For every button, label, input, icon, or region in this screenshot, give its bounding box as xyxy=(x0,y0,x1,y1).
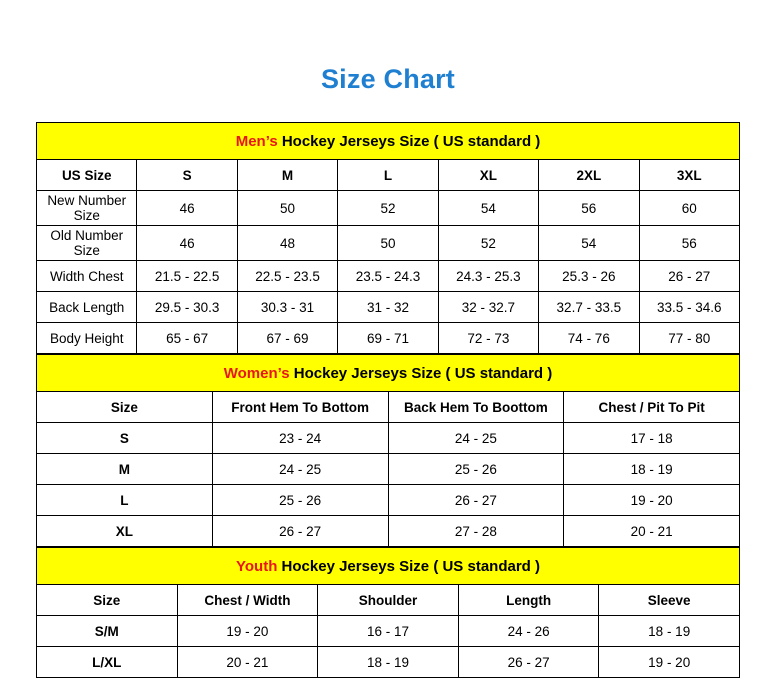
womens-header-row xyxy=(37,392,740,423)
womens-header-cell: Chest / Pit To Pit xyxy=(564,392,740,423)
table-cell: 32 - 32.7 xyxy=(438,292,538,323)
table-cell: 24.3 - 25.3 xyxy=(438,261,538,292)
mens-banner-highlight: Men’s xyxy=(235,132,278,150)
youth-banner-cell xyxy=(37,548,740,585)
table-cell: 23 - 24 xyxy=(212,423,388,454)
youth-banner-row xyxy=(37,548,740,585)
table-cell: 19 - 20 xyxy=(564,485,740,516)
row-label: XL xyxy=(37,516,213,547)
mens-size-table xyxy=(36,122,740,354)
youth-size-table xyxy=(36,547,740,678)
womens-size-table xyxy=(36,354,740,547)
table-cell: 25 - 26 xyxy=(212,485,388,516)
row-label: Back Length xyxy=(37,292,137,323)
table-row xyxy=(37,454,740,485)
table-cell: 29.5 - 30.3 xyxy=(137,292,237,323)
youth-header-cell: Length xyxy=(458,585,599,616)
table-cell: 24 - 26 xyxy=(458,616,599,647)
table-cell: 22.5 - 23.5 xyxy=(237,261,337,292)
row-label: Old Number Size xyxy=(37,226,137,261)
table-row xyxy=(37,226,740,261)
size-tables-container xyxy=(36,122,740,678)
mens-header-row xyxy=(37,160,740,191)
table-row xyxy=(37,292,740,323)
youth-banner-rest: Hockey Jerseys Size ( US standard ) xyxy=(277,557,540,575)
table-cell: 30.3 - 31 xyxy=(237,292,337,323)
table-row xyxy=(37,516,740,547)
table-cell: 31 - 32 xyxy=(338,292,438,323)
table-cell: 74 - 76 xyxy=(539,323,639,354)
table-cell: 33.5 - 34.6 xyxy=(639,292,739,323)
table-cell: 46 xyxy=(137,191,237,226)
table-row xyxy=(37,616,740,647)
youth-header-row xyxy=(37,585,740,616)
table-cell: 18 - 19 xyxy=(564,454,740,485)
table-row xyxy=(37,647,740,678)
row-label: L/XL xyxy=(37,647,178,678)
row-label: New Number Size xyxy=(37,191,137,226)
table-cell: 60 xyxy=(639,191,739,226)
youth-banner-highlight: Youth xyxy=(236,557,278,575)
page-title: Size Chart xyxy=(320,64,456,94)
table-cell: 52 xyxy=(338,191,438,226)
table-cell: 23.5 - 24.3 xyxy=(338,261,438,292)
womens-header-cell: Size xyxy=(37,392,213,423)
womens-banner-cell xyxy=(37,355,740,392)
row-label: L xyxy=(37,485,213,516)
womens-header-cell: Back Hem To Boottom xyxy=(388,392,564,423)
mens-banner-rest: Hockey Jerseys Size ( US standard ) xyxy=(277,132,541,150)
mens-header-cell: L xyxy=(338,160,438,191)
table-row xyxy=(37,485,740,516)
row-label: S/M xyxy=(37,616,178,647)
table-cell: 46 xyxy=(137,226,237,261)
table-cell: 50 xyxy=(338,226,438,261)
youth-header-cell: Chest / Width xyxy=(177,585,318,616)
table-row xyxy=(37,261,740,292)
table-cell: 54 xyxy=(539,226,639,261)
table-cell: 16 - 17 xyxy=(318,616,459,647)
mens-header-cell: S xyxy=(137,160,237,191)
mens-header-cell: US Size xyxy=(37,160,137,191)
table-cell: 56 xyxy=(539,191,639,226)
table-cell: 54 xyxy=(438,191,538,226)
table-cell: 20 - 21 xyxy=(177,647,318,678)
womens-header-cell: Front Hem To Bottom xyxy=(212,392,388,423)
womens-banner-row xyxy=(37,355,740,392)
table-cell: 69 - 71 xyxy=(338,323,438,354)
womens-banner-highlight: Women’s xyxy=(223,364,290,382)
table-cell: 72 - 73 xyxy=(438,323,538,354)
mens-header-cell: 3XL xyxy=(639,160,739,191)
mens-header-cell: M xyxy=(237,160,337,191)
table-row xyxy=(37,323,740,354)
table-cell: 52 xyxy=(438,226,538,261)
table-cell: 25.3 - 26 xyxy=(539,261,639,292)
row-label: Width Chest xyxy=(37,261,137,292)
table-cell: 18 - 19 xyxy=(599,616,740,647)
youth-header-cell: Size xyxy=(37,585,178,616)
table-cell: 19 - 20 xyxy=(599,647,740,678)
table-cell: 26 - 27 xyxy=(458,647,599,678)
mens-header-cell: XL xyxy=(438,160,538,191)
row-label: M xyxy=(37,454,213,485)
table-cell: 32.7 - 33.5 xyxy=(539,292,639,323)
table-row xyxy=(37,191,740,226)
row-label: Body Height xyxy=(37,323,137,354)
table-cell: 25 - 26 xyxy=(388,454,564,485)
youth-header-cell: Sleeve xyxy=(599,585,740,616)
table-cell: 17 - 18 xyxy=(564,423,740,454)
table-cell: 26 - 27 xyxy=(388,485,564,516)
mens-banner-row xyxy=(37,123,740,160)
table-cell: 18 - 19 xyxy=(318,647,459,678)
table-cell: 20 - 21 xyxy=(564,516,740,547)
table-cell: 26 - 27 xyxy=(212,516,388,547)
table-cell: 50 xyxy=(237,191,337,226)
table-cell: 56 xyxy=(639,226,739,261)
table-cell: 21.5 - 22.5 xyxy=(137,261,237,292)
table-cell: 19 - 20 xyxy=(177,616,318,647)
table-cell: 48 xyxy=(237,226,337,261)
table-cell: 77 - 80 xyxy=(639,323,739,354)
table-row xyxy=(37,423,740,454)
table-cell: 67 - 69 xyxy=(237,323,337,354)
mens-header-cell: 2XL xyxy=(539,160,639,191)
table-cell: 24 - 25 xyxy=(212,454,388,485)
row-label: S xyxy=(37,423,213,454)
womens-banner-rest: Hockey Jerseys Size ( US standard ) xyxy=(289,364,553,382)
table-cell: 24 - 25 xyxy=(388,423,564,454)
table-cell: 26 - 27 xyxy=(639,261,739,292)
mens-banner-cell xyxy=(37,123,740,160)
youth-header-cell: Shoulder xyxy=(318,585,459,616)
table-cell: 27 - 28 xyxy=(388,516,564,547)
table-cell: 65 - 67 xyxy=(137,323,237,354)
